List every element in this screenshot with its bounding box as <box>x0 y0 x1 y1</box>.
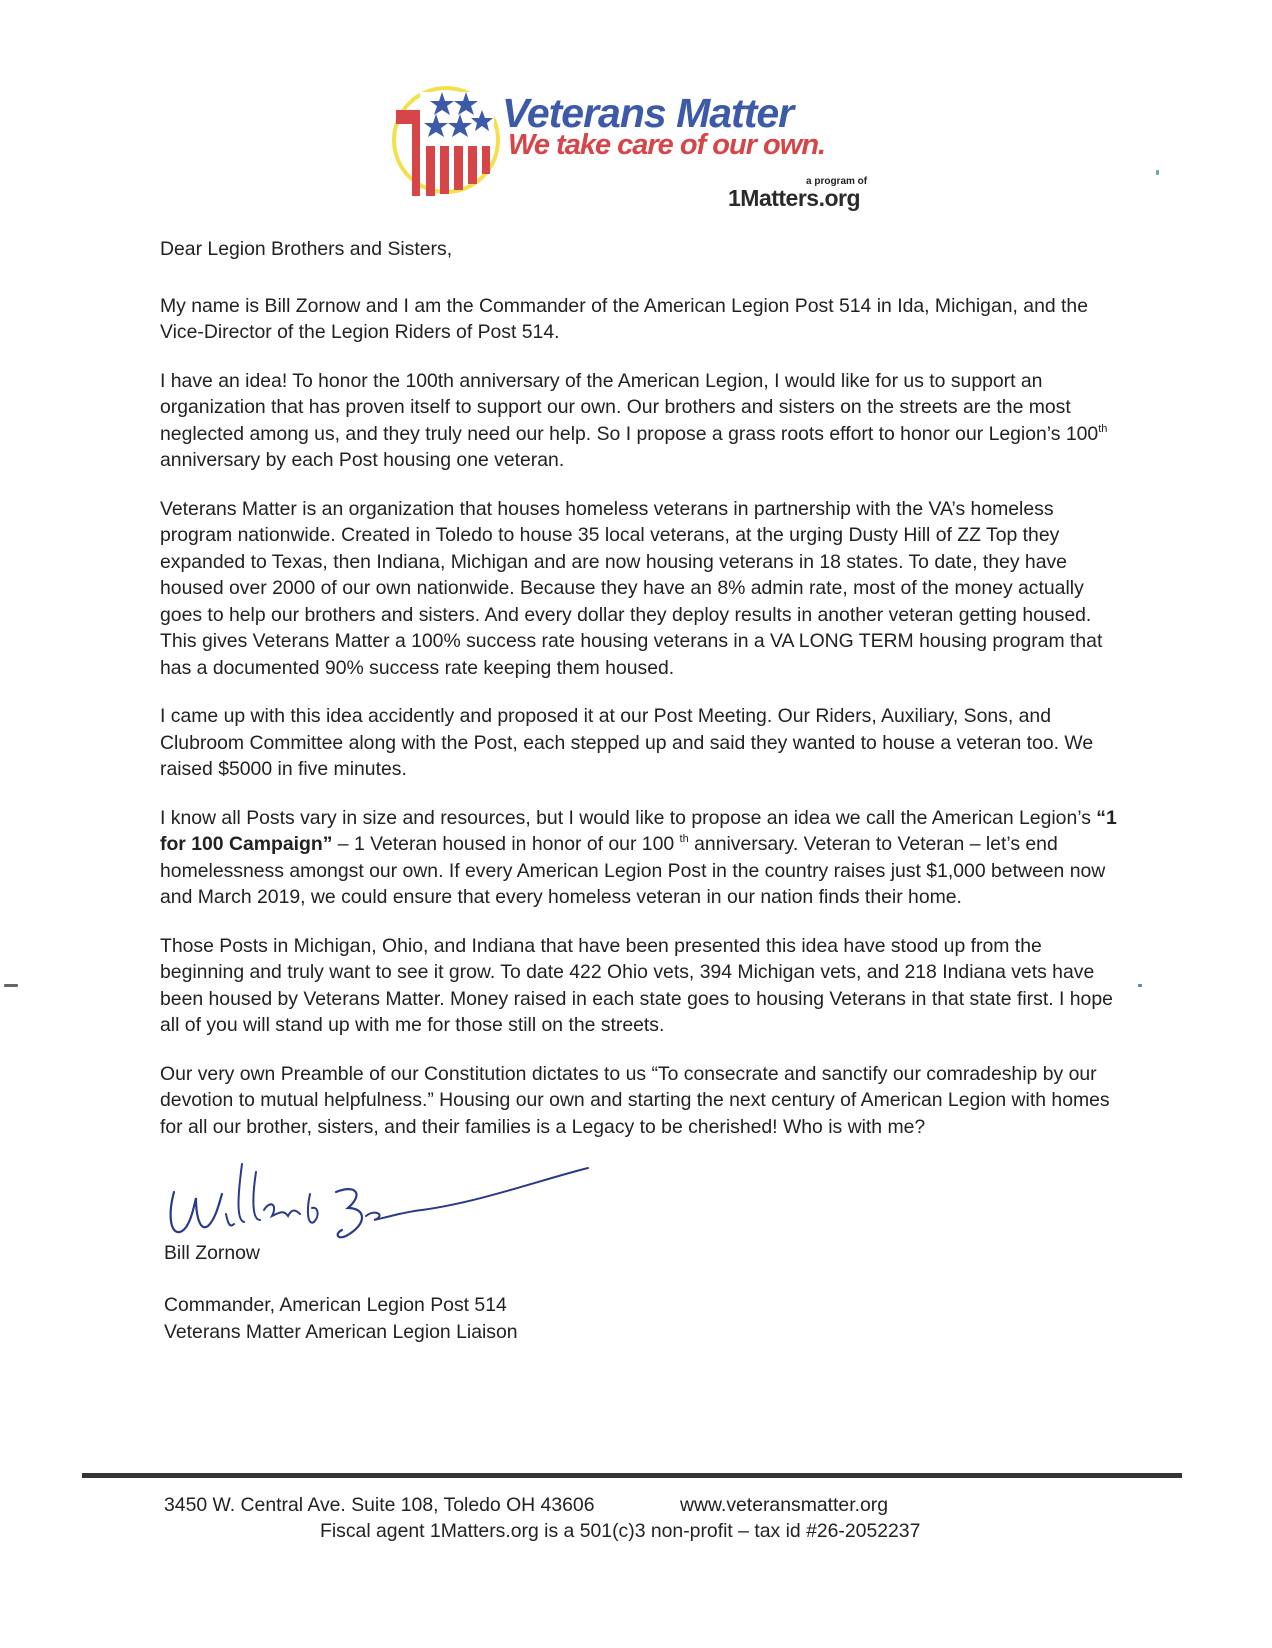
scan-speck <box>1156 170 1159 175</box>
paragraph-intro: My name is Bill Zornow and I am the Commander of the American Legion Post 514 in Ida, Michigan, and the Vice-Director of the Legion Riders of Post 514. <box>160 294 1089 343</box>
paragraph-campaign: I know all Posts vary in size and resources, but I would like to propose an idea we call the American Legion’s “1 for 100 Campaign” – 1 Veteran housed in honor of our 100 $^{th}$ anniversary. Veteran to Veteran – let’s end homelessness amongst our own. If every American Legion Post in the country raises just $1,000 between now and March 2019, we could ensure that every homeless veteran in our nation finds their home. <box>160 806 1117 908</box>
signer-title-commander: Commander, American Legion Post 514 <box>164 1294 507 1316</box>
logo-org: 1Matters.org <box>728 185 861 211</box>
letter-body <box>160 236 1120 1162</box>
handwritten-signature <box>160 1154 620 1244</box>
paragraph-idea: I have an idea! To honor the 100th anniversary of the American Legion, I would like for us to support an organization that has proven itself to support our own. Our brothers and sisters on the streets are the most neglected among us, and they truly need our help. So I propose a grass roots effort to honor our Legion’s 100th anniversary by each Post housing one veteran. <box>160 369 1108 471</box>
footer-address: 3450 W. Central Ave. Suite 108, Toledo OH 43606 <box>164 1494 595 1516</box>
scan-mark <box>4 984 18 987</box>
paragraph-organization: Veterans Matter is an organization that houses homeless veterans in partnership with the VA’s homeless program nationwide. Created in Toledo to house 35 local veterans, at the urging Dusty Hill of ZZ Top they expanded to Texas, then Indiana, Michigan and are now housing veterans in 18 states. To date, they have housed over 2000 of our own nationwide. Because they have an 8% admin rate, most of the money actually goes to help our brothers and sisters. And every dollar they deploy results in another veteran getting housed. This gives Veterans Matter a 100% success rate housing veterans in a VA LONG TERM housing program that has a documented 90% success rate keeping them housed. <box>160 497 1103 679</box>
signer-title-liaison: Veterans Matter American Legion Liaison <box>164 1320 518 1343</box>
signer-titles <box>164 1292 518 1345</box>
footer-divider <box>82 1473 1182 1478</box>
logo-emblem-icon <box>390 84 510 204</box>
logo-program-of: a program of <box>806 176 868 187</box>
footer-website: www.veteransmatter.org <box>680 1494 888 1516</box>
signer-name: Bill Zornow <box>164 1242 260 1264</box>
salutation: Dear Legion Brothers and Sisters, <box>160 238 453 260</box>
logo-tagline: We take care of our own. <box>508 129 826 161</box>
scan-speck <box>1138 984 1142 987</box>
paragraph-post-meeting: I came up with this idea accidently and proposed it at our Post Meeting. Our Riders, Auxiliary, Sons, and Clubroom Committee along with the Post, each stepped up and said they wanted to house a veteran too. We raised $5000 in five minutes. <box>160 705 1094 780</box>
footer-fiscal-agent: Fiscal agent 1Matters.org is a 501(c)3 non-profit – tax id #26-2052237 <box>320 1520 921 1542</box>
paragraph-states: Those Posts in Michigan, Ohio, and Indiana that have been presented this idea have stood up from the beginning and truly want to see it grow. To date 422 Ohio vets, 394 Michigan vets, and 218 Indiana vets have been housed by Veterans Matter. Money raised in each state goes to housing Veterans in that state first. I hope all of you will stand up with me for those still on the streets. <box>160 934 1113 1036</box>
logo-title: Veterans Matter <box>502 90 794 136</box>
veterans-matter-logo <box>390 84 868 214</box>
paragraph-preamble: Our very own Preamble of our Constitution dictates to us “To consecrate and sanctify our comradeship by our devotion to mutual helpfulness.” Housing our own and starting the next century of American Legion with homes for all our brother, sisters, and their families is a Legacy to be cherished! Who is with me? <box>160 1062 1110 1138</box>
